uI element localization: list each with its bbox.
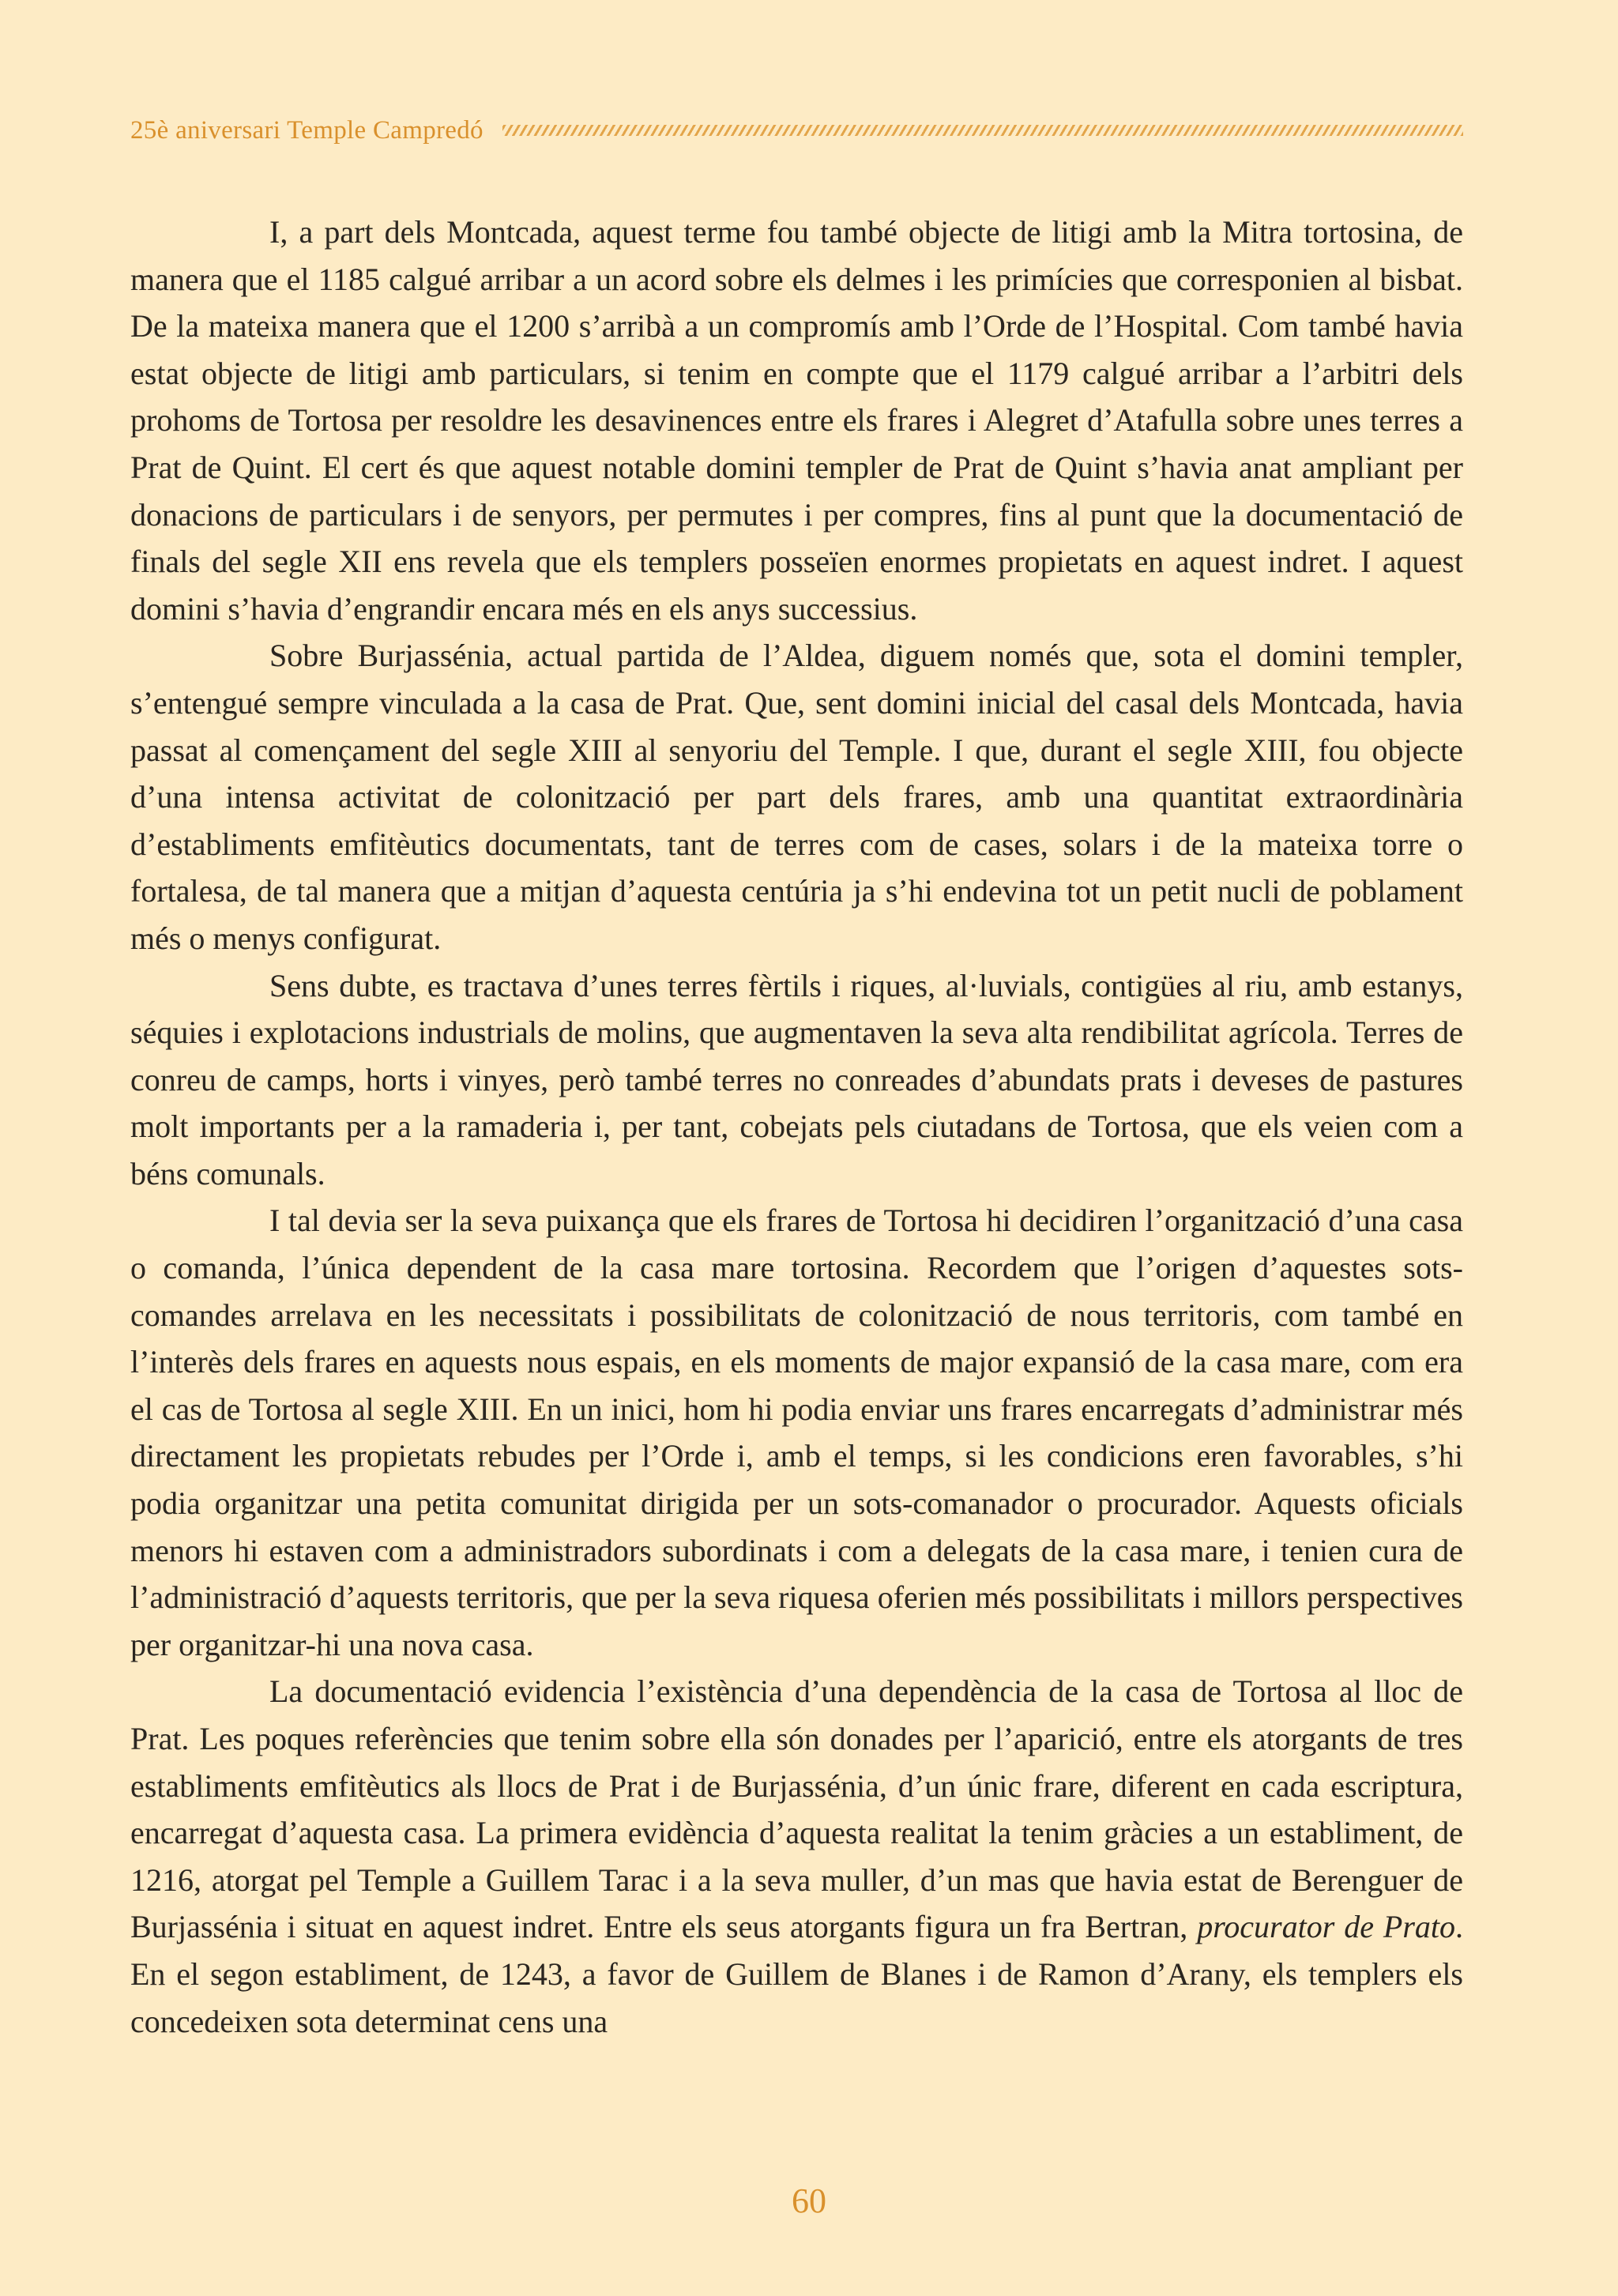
paragraph-5-text-before: La documentació evidencia l’existència d’una dependència de la casa de Tortosa al lloc de Prat. Les poques referències que tenim sobre ella són donades per l’aparició, entre els atorgants de tres establiments emfitèutics als llocs de Prat i de Burjassénia, d’un únic frare, diferent en cada escriptura, encarregat d’aquesta casa. La primera evidència d’aquesta realitat la tenim gràcies a un establiment, de 1216, atorgat pel Temple a Guillem Tarac i a la seva muller, d’un mas que havia estat de Berenguer de Burjassénia i situat en aquest indret. Entre els seus atorgants figura un fra Bertran, <box>130 1673 1463 1945</box>
paragraph-3: Sens dubte, es tractava d’unes terres fèrtils i riques, al·luvials, contigües al riu, amb estanys, séquies i explotacions industrials de molins, que augmentaven la seva alta rendibilitat agrícola. Terres de conreu de camps, horts i vinyes, però també terres no conreades d’abundats prats i deveses de pastures molt importants per a la ramaderia i, per tant, cobejats pels ciutadans de Tortosa, que els veien com a béns comunals. <box>130 967 1463 1191</box>
paragraph-4: I tal devia ser la seva puixança que els frares de Tortosa hi decidiren l’organització d’una casa o comanda, l’única dependent de la casa mare tortosina. Recordem que l’origen d’aquestes sots-comandes arrelava en les necessitats i possibilitats de colonització de nous territoris, com també en l’interès dels frares en aquests nous espais, en els moments de major expansió de la casa mare, com era el cas de Tortosa al segle XIII. En un inici, hom hi podia enviar uns frares encarregats d’administrar més directament les propietats rebudes per l’Orde i, amb el temps, si les condicions eren favorables, s’hi podia organitzar una petita comunitat dirigida per un sots-comanador o procurador. Aquests oficials menors hi estaven com a administradors subordinats i com a delegats de la casa mare, i tenien cura de l’administració d’aquests territoris, que per la seva riquesa oferien més possibilitats i millors perspectives per organitzar-hi una nova casa. <box>130 1203 1463 1662</box>
running-header <box>130 111 1463 150</box>
running-title: 25è aniversari Temple Campredó <box>130 115 484 145</box>
body-text <box>130 209 1463 2045</box>
paragraph-1: I, a part dels Montcada, aquest terme fou també objecte de litigi amb la Mitra tortosina, de manera que el 1185 calgué arribar a un acord sobre els delmes i les primícies que corresponien al bisbat. De la mateixa manera que el 1200 s’arribà a un compromís amb l’Orde de l’Hospital. Com també havia estat objecte de litigi amb particulars, si tenim en compte que el 1179 calgué arribar a l’arbitri dels prohoms de Tortosa per resoldre les desavinences entre els frares i Alegret d’Atafulla sobre unes terres a Prat de Quint. El cert és que aquest notable domini templer de Prat de Quint s’havia anat ampliant per donacions de particulars i de senyors, per permutes i per compres, fins al punt que la documentació de finals del segle XII ens revela que els templers posseïen enormes propietats en aquest indret. I aquest domini s’havia d’engrandir encara més en els anys successius. <box>130 214 1463 627</box>
hatched-rule-divider <box>502 125 1463 136</box>
paragraph-5-text-after: . En el segon establiment, de 1243, a favor de Guillem de Blanes i de Ramon d’Arany, els templers els concedeixen sota determinat cens una <box>130 1909 1463 2039</box>
paragraph-5-italic-latin: procurator de Prato <box>1197 1909 1455 1945</box>
paragraph-2: Sobre Burjassénia, actual partida de l’Aldea, diguem només que, sota el domini templer, s’entengué sempre vinculada a la casa de Prat. Que, sent domini inicial del casal dels Montcada, havia passat al començament del segle XIII al senyoriu del Temple. I que, durant el segle XIII, fou objecte d’una intensa activitat de colonització per part dels frares, amb una quantitat extraordinària d’establiments emfitèutics documentats, tant de terres com de cases, solars i de la mateixa torre o fortalesa, de tal manera que a mitjan d’aquesta centúria ja s’hi endevina tot un petit nucli de poblament més o menys configurat. <box>130 638 1463 956</box>
page-number: 60 <box>792 2181 826 2220</box>
paragraph-5 <box>130 1668 1463 2045</box>
